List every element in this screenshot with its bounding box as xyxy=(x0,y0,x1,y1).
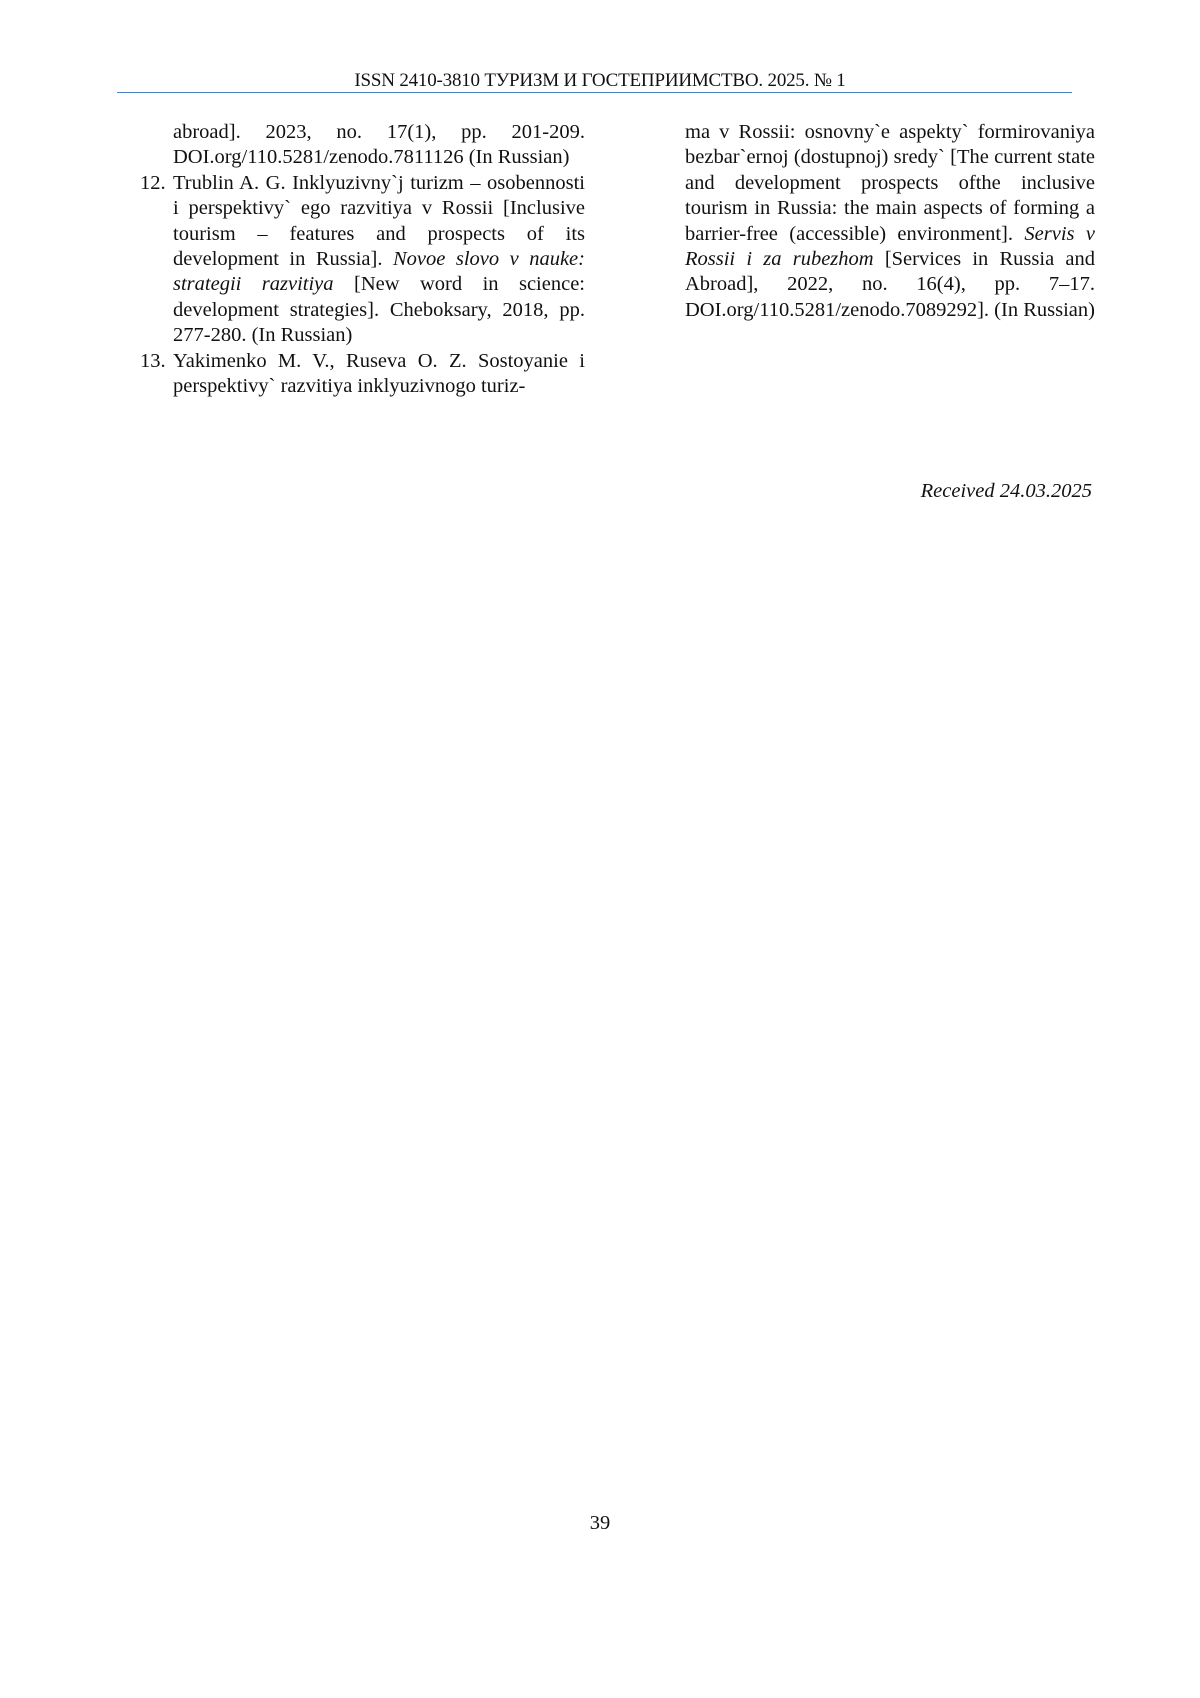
reference-12-text-a: Trublin A. G. Inklyuzivny`j turizm – osobennosti i perspektivy` ego razvitiya v Rossii [Inclusive tourism – features and prospects of its development in Russia]. xyxy=(173,171,585,271)
reference-13 xyxy=(140,349,585,400)
left-column xyxy=(140,120,585,399)
reference-12-source: Novoe slovo v nauke: strategii razvitiya xyxy=(173,248,585,296)
reference-12-number: 12. xyxy=(140,171,166,194)
page-number: 39 xyxy=(589,1512,611,1534)
reference-11-continuation: abroad]. 2023, no. 17(1), pp. 201-209. DOI.org/110.5281/zenodo.7811126 (In Russian) xyxy=(173,121,585,169)
reference-12 xyxy=(140,171,585,349)
received-date: Received 24.03.2025 xyxy=(920,480,1092,502)
right-column xyxy=(685,120,1095,323)
running-header: ISSN 2410-3810 ТУРИЗМ И ГОСТЕПРИИМСТВО. 2025. № 1 xyxy=(354,70,846,91)
reference-13-right-b: [Services in Russia and Abroad], 2022, no. 16(4), pp. 7–17. DOI.org/110.5281/zenodo.7089292]. (In Russian) xyxy=(685,248,1095,321)
reference-13-continuation xyxy=(685,120,1095,323)
reference-13-right-a: ma v Rossii: osnovny`e aspekty` formirovaniya bezbar`ernoj (dostupnoj) sredy` [The current state and development prospects ofthe inclusive tourism in Russia: the main aspects of forming a barrier-free (accessible) environment]. xyxy=(685,121,1095,245)
reference-13-text-a: Yakimenko M. V., Ruseva O. Z. Sostoyanie i perspektivy` razvitiya inklyuzivnogo turiz- xyxy=(173,349,585,398)
header-rule xyxy=(117,92,1072,93)
reference-13-source: Servis v Rossii i za rubezhom xyxy=(685,222,1096,271)
reference-13-number: 13. xyxy=(140,349,166,372)
reference-12-text-b: [New word in science: development strategies]. Cheboksary, 2018, pp. 277-280. (In Russian) xyxy=(173,273,585,347)
